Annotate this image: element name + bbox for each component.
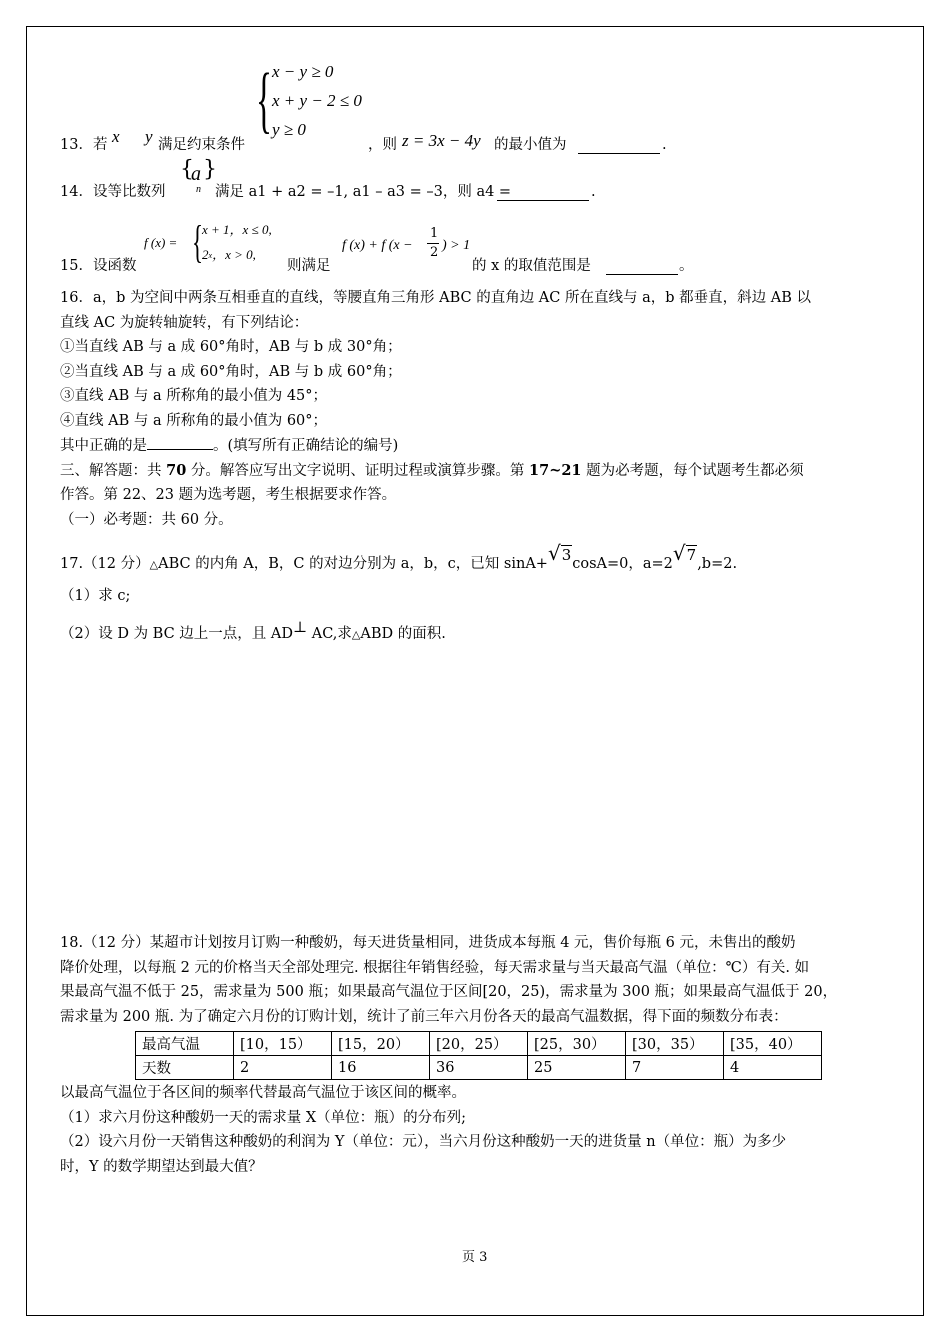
q16-ask: 其中正确的是 。(填写所有正确结论的编号): [60, 433, 900, 459]
constraint-1: x − y ≥ 0: [272, 62, 334, 81]
q15-prefix: 15．设函数: [60, 258, 137, 274]
page-number: 页 3: [462, 1250, 488, 1265]
q13-var-y: y: [145, 127, 153, 146]
q13-var-x: x: [112, 127, 120, 146]
question-18-parts: [60, 1081, 900, 1179]
table-row: [136, 1056, 822, 1080]
q13-objective: z = 3x − 4y: [402, 131, 481, 150]
q15-ineq-a: f (x) + f (x −: [342, 238, 413, 253]
q15-then: 则满足: [287, 258, 331, 274]
q15-case-1: x + 1，x ≤ 0,: [202, 222, 272, 237]
table-cell: 最高气温: [136, 1032, 234, 1056]
q15-frac-den: 2: [430, 245, 439, 260]
table-cell: 16: [332, 1056, 430, 1080]
q17-part-2: （2）设 D 为 BC 边上一点，且 AD⊥ AC,求△ABD 的面积.: [60, 618, 446, 642]
q17-stem: 17.（12 分）△ABC 的内角 A，B，C 的对边分别为 a，b，c，已知 sinA+√3cosA=0，a=2√7,b=2.: [60, 541, 738, 572]
q14-text: 满足 a1 + a2 = –1, a1 – a3 = –3，则 a4 =: [215, 184, 512, 200]
table-cell: [30，35）: [626, 1032, 724, 1056]
q13-prefix: 13．若: [60, 137, 108, 153]
table-cell: 2: [234, 1056, 332, 1080]
seq-brace-open: {: [180, 157, 194, 182]
frequency-table: [135, 1031, 822, 1080]
q18-line-5: 以最高气温位于各区间的频率代替最高气温位于该区间的概率。: [60, 1085, 466, 1101]
table-cell: 25: [528, 1056, 626, 1080]
q15-frac-bar: [427, 243, 439, 244]
q15-ineq-b: ) > 1: [442, 238, 471, 253]
q18-line-3: 果最高气温不低于 25，需求量为 500 瓶；如果最高气温位于区间[20，25)，需求量为 300 瓶；如果最高气温低于 20，: [60, 984, 838, 1000]
q16-option-2: ②当直线 AB 与 a 成 60°角时，AB 与 b 成 60°角；: [60, 363, 402, 380]
q16-option-1: ①当直线 AB 与 a 成 60°角时，AB 与 b 成 30°角；: [60, 339, 402, 355]
q14-prefix: 14．设等比数列: [60, 184, 166, 200]
q15-frac-num: 1: [430, 226, 439, 241]
piecewise-brace: {: [192, 216, 204, 267]
table-header-row: [136, 1032, 822, 1056]
q13-answer-blank: [578, 135, 660, 154]
q13-then: ，则: [368, 137, 397, 153]
q18-part-1: （1）求六月份这种酸奶一天的需求量 X（单位：瓶）的分布列;: [60, 1109, 467, 1126]
table-cell: 4: [724, 1056, 822, 1080]
section-3-line-2: 作答。第 22、23 题为选考题，考生根据要求作答。: [60, 487, 397, 503]
q15-end: 。: [679, 258, 694, 274]
table-cell: 36: [430, 1056, 528, 1080]
q17-part-1: （1）求 c;: [60, 588, 131, 604]
q18-line-4: 需求量为 200 瓶. 为了确定六月份的订购计划，统计了前三年六月份各天的最高气温数据，得下面的频数分布表：: [60, 1008, 788, 1025]
q14-sub: n: [196, 184, 201, 195]
q15-fx: f (x) =: [144, 235, 178, 250]
q14-seq: a: [191, 163, 201, 185]
table-cell: [35，40）: [724, 1032, 822, 1056]
q16-option-3: ③直线 AB 与 a 所称角的最小值为 45°；: [60, 388, 328, 404]
q16-line-1: 16．a，b 为空间中两条互相垂直的直线，等腰直角三角形 ABC 的直角边 AC 所在直线与 a，b 都垂直，斜边 AB 以: [60, 290, 811, 306]
system-brace: {: [256, 59, 272, 141]
constraint-3: y ≥ 0: [272, 120, 306, 139]
question-18: [60, 931, 900, 1029]
q16-line-2: 直线 AC 为旋转轴旋转，有下列结论：: [60, 314, 309, 331]
q18-line-2: 降价处理，以每瓶 2 元的价格当天全部处理完. 根据往年销售经验，每天需求量与当天最高气温（单位：℃）有关. 如: [60, 959, 810, 976]
q16-answer-blank: [147, 433, 213, 450]
table-cell: [25，30）: [528, 1032, 626, 1056]
q16-option-4: ④直线 AB 与 a 所称角的最小值为 60°；: [60, 412, 328, 429]
table-cell: [15，20）: [332, 1032, 430, 1056]
seq-brace-close: }: [203, 157, 217, 182]
q18-part-2b: 时，Y 的数学期望达到最大值？: [60, 1158, 263, 1175]
q14-answer-blank: [497, 182, 589, 201]
q15-case-2: 2x，x > 0,: [202, 247, 256, 262]
q18-part-2a: （2）设六月份一天销售这种酸奶的利润为 Y（单位：元），当六月份这种酸奶一天的进货量 n（单位：瓶）为多少: [60, 1134, 787, 1150]
q15-suffix: 的 x 的取值范围是: [472, 258, 591, 274]
q13-condition: 满足约束条件: [158, 137, 245, 153]
table-cell: [10，15）: [234, 1032, 332, 1056]
q13-end: .: [662, 137, 667, 153]
constraint-2: x + y − 2 ≤ 0: [272, 91, 362, 110]
q14-end: .: [591, 184, 596, 200]
q18-line-1: 18.（12 分）某超市计划按月订购一种酸奶，每天进货量相同，进货成本每瓶 4 元，售价每瓶 6 元，未售出的酸奶: [60, 935, 796, 951]
q15-answer-blank: [606, 256, 678, 275]
table-cell: 7: [626, 1056, 724, 1080]
section-3-line-1: 三、解答题：共 70 分。解答应写出文字说明、证明过程或演算步骤。第 17~21 题为必考题，每个试题考生都必须: [60, 461, 804, 479]
table-cell: [20，25）: [430, 1032, 528, 1056]
question-16: [60, 286, 900, 532]
table-cell: 天数: [136, 1056, 234, 1080]
q13-suffix: 的最小值为: [494, 137, 567, 153]
section-3-line-3: （一）必考题：共 60 分。: [60, 511, 233, 528]
